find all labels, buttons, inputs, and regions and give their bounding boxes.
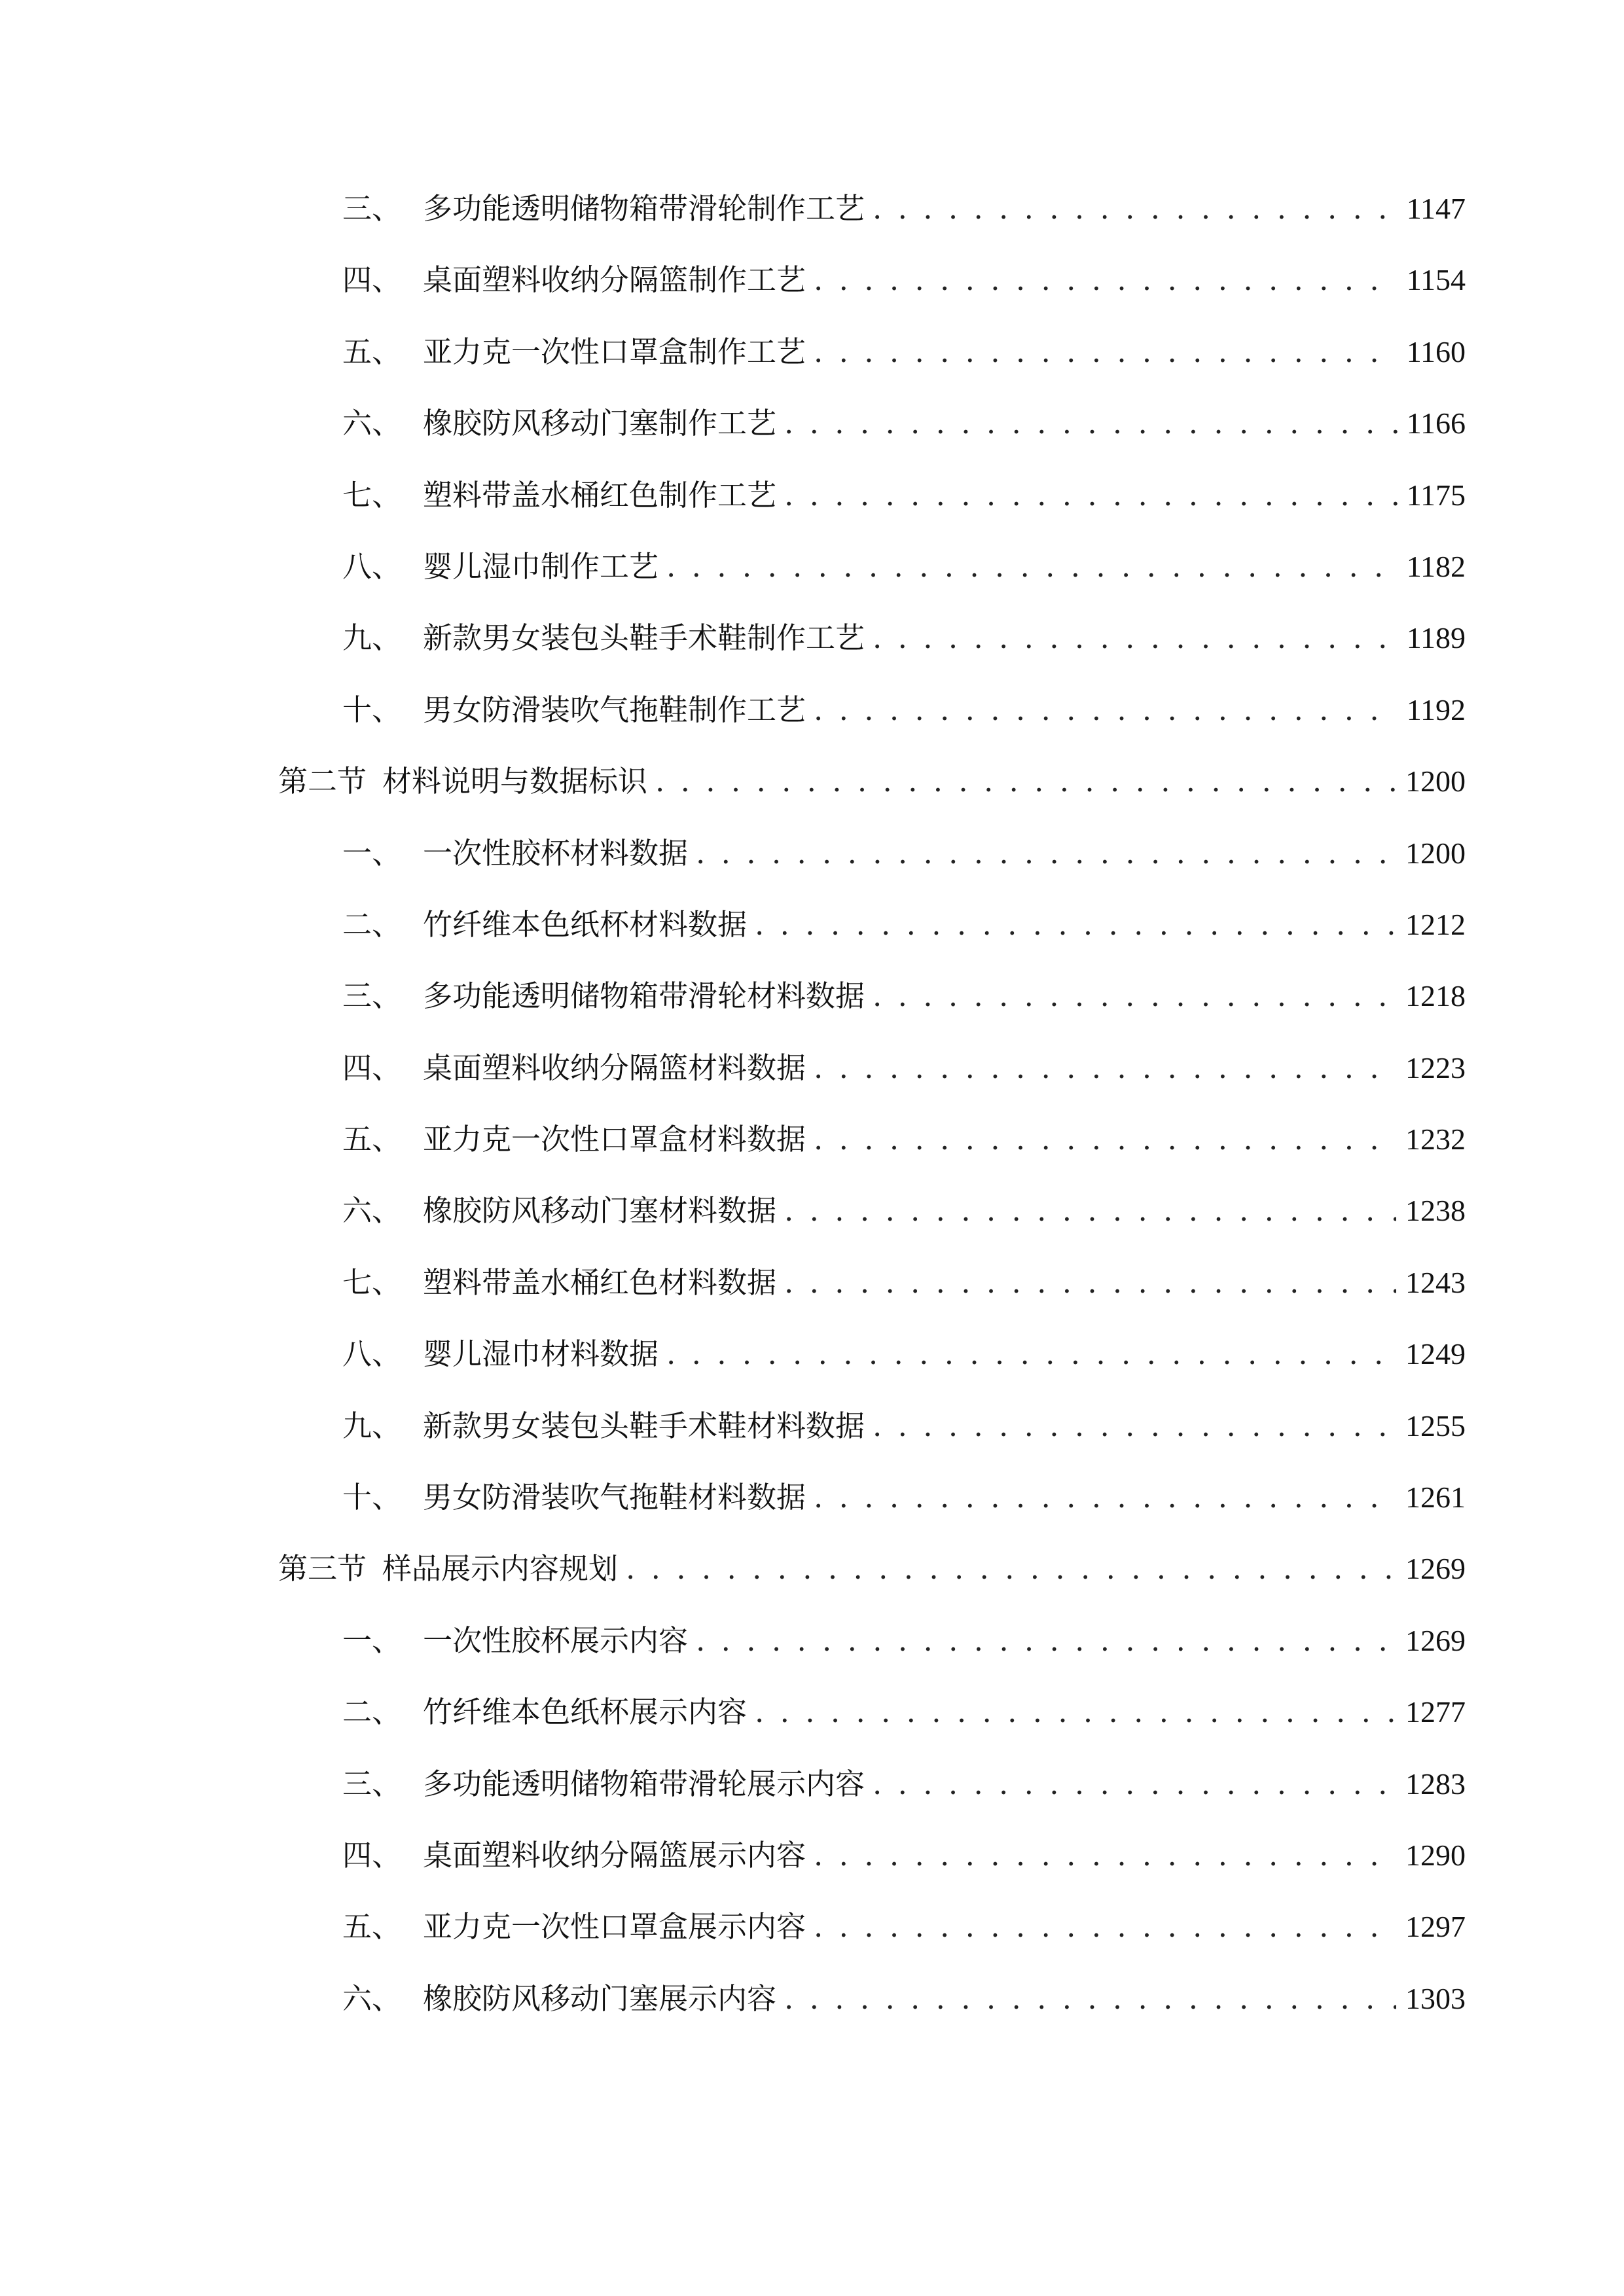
toc-entry-page: 1261 — [1405, 1480, 1466, 1515]
toc-entry-page: 1290 — [1405, 1838, 1466, 1872]
toc-entry-page: 1303 — [1405, 1981, 1466, 2015]
toc-entry-title: 桌面塑料收纳分隔篮材料数据 — [423, 1050, 806, 1085]
toc-entry-number: 七、 — [342, 1265, 402, 1300]
dot-leader — [784, 404, 1398, 443]
toc-entry[interactable] — [0, 404, 1624, 475]
toc-entry-number: 四、 — [342, 262, 402, 298]
toc-section-entry[interactable] — [0, 762, 1624, 833]
dot-leader — [666, 547, 1398, 586]
dot-leader — [696, 1621, 1396, 1660]
toc-section-page: 1269 — [1405, 1552, 1466, 1586]
toc-entry-title: 男女防滑装吹气拖鞋材料数据 — [423, 1480, 806, 1515]
dot-leader — [814, 1907, 1396, 1946]
dot-leader — [814, 1120, 1396, 1159]
toc-entry-number: 五、 — [342, 1909, 402, 1945]
toc-entry-title: 亚力克一次性口罩盒展示内容 — [423, 1909, 806, 1945]
toc-entry-number: 三、 — [342, 191, 402, 226]
toc-entry[interactable] — [0, 977, 1624, 1048]
dot-leader — [784, 1979, 1396, 2018]
toc-entry[interactable] — [0, 1836, 1624, 1907]
dot-leader — [814, 260, 1398, 300]
toc-entry-number: 三、 — [342, 1766, 402, 1801]
toc-entry-number: 十、 — [342, 692, 402, 727]
toc-entry-title: 一次性胶杯展示内容 — [423, 1623, 689, 1658]
toc-entry-title: 男女防滑装吹气拖鞋制作工艺 — [423, 692, 806, 727]
toc-entry-title: 新款男女装包头鞋手术鞋制作工艺 — [423, 620, 865, 656]
table-of-contents — [0, 189, 1624, 2051]
toc-entry-page: 1269 — [1405, 1623, 1466, 1657]
toc-entry-page: 1223 — [1405, 1050, 1466, 1085]
toc-entry[interactable] — [0, 619, 1624, 690]
toc-entry-title: 新款男女装包头鞋手术鞋材料数据 — [423, 1408, 865, 1443]
toc-entry-page: 1297 — [1405, 1910, 1466, 1944]
toc-entry-page: 1232 — [1405, 1122, 1466, 1157]
toc-entry-title: 竹纤维本色纸杯展示内容 — [423, 1695, 748, 1730]
toc-entry[interactable] — [0, 1907, 1624, 1979]
toc-section-number: 第二节 — [278, 764, 367, 799]
toc-entry-number: 九、 — [342, 620, 402, 656]
dot-leader — [784, 1191, 1396, 1230]
toc-entry-page: 1277 — [1405, 1695, 1466, 1729]
toc-entry[interactable] — [0, 691, 1624, 762]
dot-leader — [655, 762, 1396, 801]
toc-entry-number: 五、 — [342, 1122, 402, 1157]
toc-entry-title: 亚力克一次性口罩盒制作工艺 — [423, 334, 806, 369]
toc-entry-page: 1166 — [1406, 406, 1466, 440]
dot-leader — [814, 332, 1398, 372]
toc-entry[interactable] — [0, 1478, 1624, 1549]
toc-entry[interactable] — [0, 476, 1624, 547]
toc-entry-title: 橡胶防风移动门塞展示内容 — [423, 1981, 777, 2016]
toc-entry-page: 1154 — [1406, 263, 1466, 297]
toc-entry-page: 1147 — [1406, 192, 1466, 225]
toc-entry-number: 一、 — [342, 835, 402, 870]
toc-entry-title: 多功能透明储物箱带滑轮制作工艺 — [423, 191, 865, 226]
dot-leader — [755, 905, 1396, 944]
toc-section-title: 样品展示内容规划 — [382, 1551, 619, 1587]
toc-entry-page: 1255 — [1405, 1408, 1466, 1443]
toc-entry[interactable] — [0, 1191, 1624, 1263]
toc-section-number: 第三节 — [278, 1551, 367, 1587]
toc-entry[interactable] — [0, 1263, 1624, 1335]
toc-entry-title: 亚力克一次性口罩盒材料数据 — [423, 1122, 806, 1157]
toc-entry-number: 六、 — [342, 406, 402, 441]
toc-entry[interactable] — [0, 1335, 1624, 1406]
toc-entry-page: 1160 — [1406, 334, 1466, 368]
dot-leader — [626, 1549, 1396, 1588]
toc-entry-title: 橡胶防风移动门塞材料数据 — [423, 1193, 777, 1229]
toc-entry-number: 五、 — [342, 334, 402, 369]
dot-leader — [814, 1478, 1396, 1517]
toc-entry[interactable] — [0, 1621, 1624, 1693]
dot-leader — [814, 1049, 1396, 1088]
toc-entry-title: 竹纤维本色纸杯材料数据 — [423, 906, 748, 942]
toc-entry-page: 1189 — [1406, 621, 1466, 655]
toc-section-entry[interactable] — [0, 1549, 1624, 1621]
toc-entry-number: 十、 — [342, 1480, 402, 1515]
dot-leader — [784, 476, 1398, 515]
toc-entry[interactable] — [0, 834, 1624, 905]
toc-entry[interactable] — [0, 332, 1624, 404]
toc-entry-page: 1212 — [1405, 907, 1466, 941]
dot-leader — [873, 619, 1398, 658]
toc-entry[interactable] — [0, 905, 1624, 977]
toc-entry-title: 桌面塑料收纳分隔篮展示内容 — [423, 1837, 806, 1873]
toc-entry-number: 六、 — [342, 1981, 402, 2016]
toc-entry-page: 1249 — [1405, 1337, 1466, 1371]
toc-entry[interactable] — [0, 547, 1624, 619]
toc-entry[interactable] — [0, 189, 1624, 260]
dot-leader — [873, 1765, 1396, 1804]
toc-entry-number: 二、 — [342, 906, 402, 942]
toc-entry[interactable] — [0, 1693, 1624, 1764]
toc-entry-number: 二、 — [342, 1695, 402, 1730]
toc-entry-number: 四、 — [342, 1050, 402, 1085]
toc-entry-title: 婴儿湿巾材料数据 — [423, 1336, 659, 1372]
dot-leader — [784, 1263, 1396, 1302]
toc-entry-page: 1182 — [1406, 549, 1466, 583]
dot-leader — [873, 1407, 1396, 1446]
toc-entry-title: 婴儿湿巾制作工艺 — [423, 548, 659, 584]
dot-leader — [755, 1693, 1396, 1732]
dot-leader — [814, 1836, 1396, 1875]
toc-entry-number: 七、 — [342, 477, 402, 512]
toc-entry-number: 三、 — [342, 978, 402, 1014]
dot-leader — [873, 977, 1396, 1016]
toc-entry-page: 1175 — [1406, 478, 1466, 512]
toc-entry-page: 1243 — [1405, 1265, 1466, 1299]
toc-entry-number: 一、 — [342, 1623, 402, 1658]
toc-entry[interactable] — [0, 1120, 1624, 1191]
toc-entry[interactable] — [0, 1049, 1624, 1120]
toc-entry-title: 塑料带盖水桶红色制作工艺 — [423, 477, 777, 512]
toc-entry-title: 桌面塑料收纳分隔篮制作工艺 — [423, 262, 806, 298]
toc-entry-page: 1192 — [1406, 692, 1466, 726]
toc-section-page: 1200 — [1405, 764, 1466, 798]
toc-entry[interactable] — [0, 1979, 1624, 2051]
toc-entry-title: 多功能透明储物箱带滑轮材料数据 — [423, 978, 865, 1014]
toc-entry-number: 八、 — [342, 548, 402, 584]
toc-entry-title: 多功能透明储物箱带滑轮展示内容 — [423, 1766, 865, 1801]
dot-leader — [666, 1335, 1396, 1374]
toc-entry-page: 1200 — [1405, 836, 1466, 870]
toc-entry[interactable] — [0, 1765, 1624, 1836]
toc-entry[interactable] — [0, 1407, 1624, 1478]
dot-leader — [873, 189, 1398, 228]
toc-section-title: 材料说明与数据标识 — [382, 764, 648, 799]
dot-leader — [814, 691, 1398, 730]
dot-leader — [696, 834, 1396, 873]
toc-entry-page: 1238 — [1405, 1194, 1466, 1228]
toc-entry-number: 四、 — [342, 1837, 402, 1873]
toc-entry-number: 九、 — [342, 1408, 402, 1443]
toc-entry-number: 六、 — [342, 1193, 402, 1229]
toc-entry-title: 橡胶防风移动门塞制作工艺 — [423, 406, 777, 441]
toc-entry-title: 塑料带盖水桶红色材料数据 — [423, 1265, 777, 1300]
toc-entry[interactable] — [0, 260, 1624, 332]
toc-entry-number: 八、 — [342, 1336, 402, 1372]
toc-entry-page: 1218 — [1405, 979, 1466, 1013]
toc-entry-page: 1283 — [1405, 1767, 1466, 1801]
toc-entry-title: 一次性胶杯材料数据 — [423, 835, 689, 870]
